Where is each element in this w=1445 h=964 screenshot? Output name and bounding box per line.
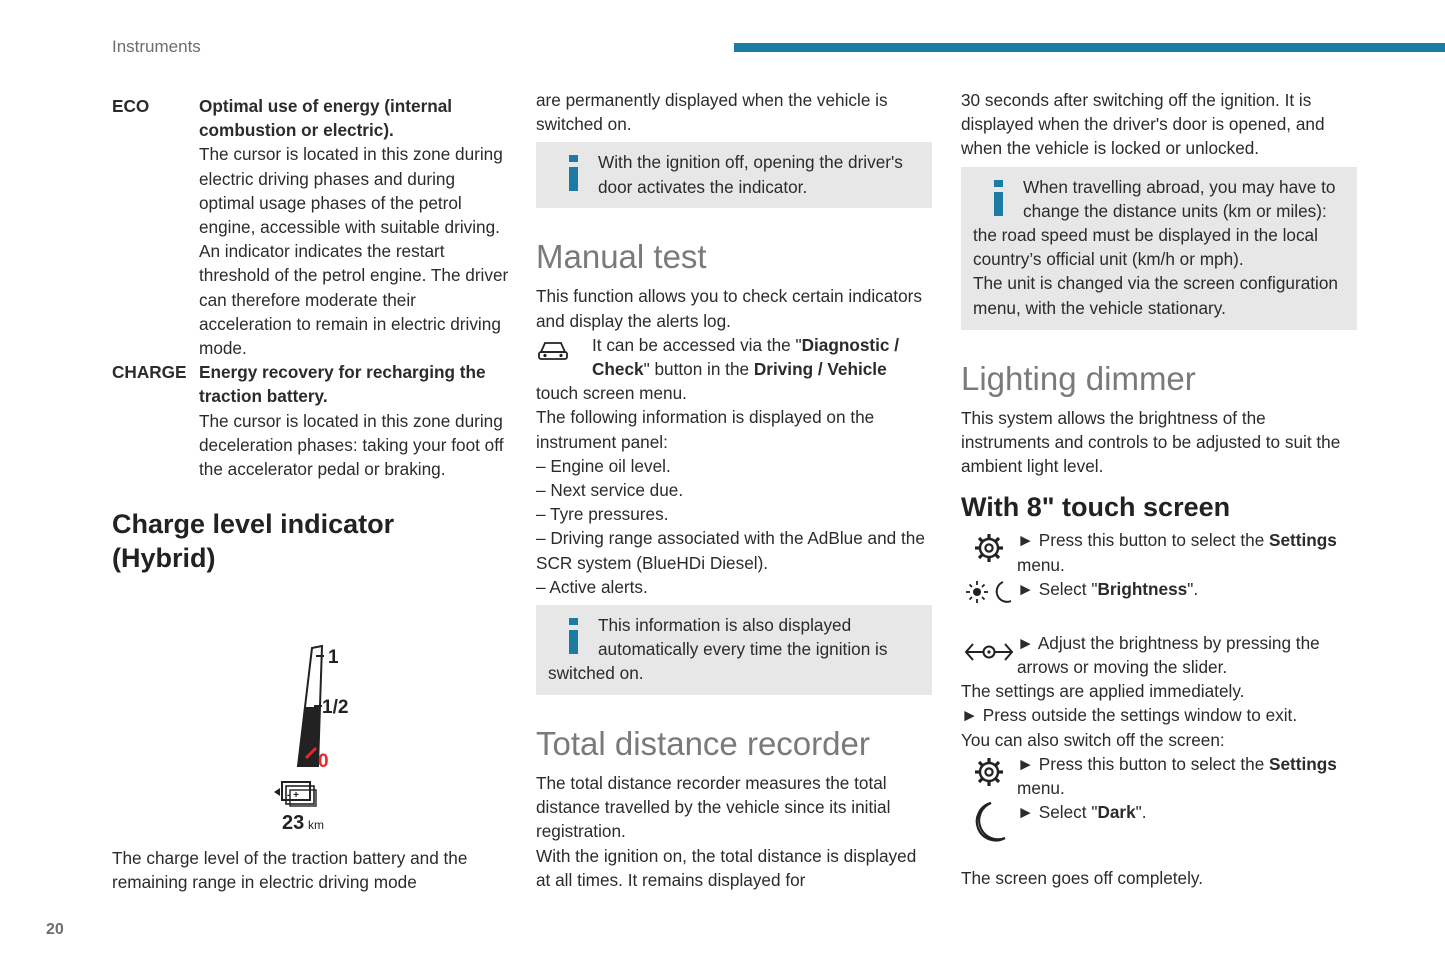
term-charge: CHARGE (112, 362, 187, 383)
step-dark (961, 800, 1357, 844)
access-text-3: touch screen menu. (536, 383, 687, 404)
step-settings-2 (961, 752, 1357, 800)
step1-text: ► Press this button to select the (1017, 530, 1270, 551)
range-unit: km (308, 818, 324, 832)
manual-test-intro: This function allows you to check certain indicators and display the alerts log. (536, 286, 922, 331)
gauge-caption: The charge level of the traction battery and the remaining range in electric driving mode (112, 848, 468, 893)
step4-suffix: menu. (1017, 778, 1065, 799)
column-1 (112, 94, 512, 575)
info-note-auto-display-text: This information is also displayed automatically every time the ignition is switched on. (548, 615, 888, 684)
switch-off-intro: You can also switch off the screen: (961, 729, 1225, 750)
step2-text: ► Select " (1017, 578, 1098, 599)
list-item: – Engine oil level. (536, 455, 671, 476)
lighting-dimmer-heading: Lighting dimmer (961, 359, 1196, 397)
moon-icon (969, 800, 1009, 844)
list-item: – Next service due. (536, 480, 684, 501)
step2-suffix: ". (1187, 578, 1199, 599)
step5-text: ► Select " (1017, 802, 1098, 823)
total-distance-p2: With the ignition on, the total distance is displayed at all times. It remains displayed for (536, 845, 917, 890)
info-note-units-line1: When travelling abroad, you may have to change the distance units (km or miles): the road speed must be displayed in the local country’s official unit (km/h or mph). (973, 176, 1336, 270)
page-number: 20 (46, 921, 64, 938)
step1-suffix: menu. (1017, 554, 1065, 575)
touch-screen-heading: With 8" touch screen (961, 492, 1231, 523)
slider-arrows-icon (964, 639, 1014, 665)
range-value: 23 (282, 812, 305, 834)
gauge-label-half: 1/2 (322, 697, 349, 718)
column-3 (961, 88, 1357, 890)
settings-label: Settings (1269, 530, 1337, 551)
lighting-dimmer-p1: This system allows the brightness of the instruments and controls to be adjusted to suit the ambient light level. (961, 407, 1341, 477)
charge-paragraph-1: The cursor is located in this zone during deceleration phases: taking your foot off the accelerator pedal or braking. (199, 410, 504, 480)
list-item: – Driving range associated with the AdBlue and the SCR system (BlueHDi Diesel). (536, 528, 925, 573)
info-note-ignition (536, 142, 932, 208)
total-distance-heading: Total distance recorder (536, 725, 870, 763)
diagnostic-access (536, 333, 932, 381)
section-color-bar (734, 43, 1445, 52)
info-note-auto-display (536, 605, 932, 695)
eco-paragraph-1: The cursor is located in this zone during electric driving phases and during optimal usage phases of the petrol engine, accessible with suitable driving. (199, 144, 503, 238)
eco-paragraph-2: An indicator indicates the restart threshold of the petrol engine. The driver can therefore moderate their acceleration to remain in electric driving mode. (199, 241, 509, 359)
car-diagnostic-icon (536, 337, 570, 365)
access-text-1: It can be accessed via the " (592, 334, 802, 355)
brightness-label: Brightness (1097, 578, 1188, 599)
diagnostic-access-text (592, 333, 932, 381)
svg-text:- +: - + (287, 790, 299, 801)
section-label: Instruments (112, 37, 201, 56)
press-outside-text: ► Press outside the settings window to exit. (961, 705, 1298, 726)
manual-test-list (536, 454, 932, 599)
charge-level-gauge (272, 640, 362, 840)
info-icon (558, 150, 588, 194)
gear-icon (973, 756, 1005, 788)
info-icon (983, 175, 1013, 219)
settings-applied-text: The settings are applied immediately. (961, 681, 1245, 702)
battery-icon (274, 782, 316, 806)
definition-eco (112, 94, 512, 360)
charge-title: Energy recovery for recharging the traction battery. (199, 362, 486, 407)
col2-intro: are permanently displayed when the vehicle is switched on. (536, 90, 888, 135)
list-item: – Active alerts. (536, 576, 648, 597)
step-adjust (961, 631, 1357, 679)
term-eco: ECO (112, 96, 150, 116)
step-settings (961, 528, 1357, 576)
step5-suffix: ". (1135, 802, 1147, 823)
info-note-units (961, 167, 1357, 330)
col3-intro: 30 seconds after switching off the ignition. It is displayed when the driver's door is opened, and when the vehicle is locked or unlocked. (961, 90, 1325, 159)
column-2 (536, 88, 932, 892)
manual-test-heading: Manual test (536, 238, 707, 276)
access-text-2: " button in the (643, 359, 754, 380)
step4-text: ► Press this button to select the (1017, 753, 1270, 774)
step-settings-2-text (1017, 752, 1357, 800)
definition-charge (112, 360, 512, 481)
step-brightness (961, 577, 1357, 607)
eco-title: Optimal use of energy (internal combustion or electric). (199, 96, 453, 141)
manual-test-list-intro: The following information is displayed on the instrument panel: (536, 407, 875, 452)
step-adjust-text: ► Adjust the brightness by pressing the arrows or moving the slider. (1017, 632, 1320, 678)
settings-label: Settings (1269, 753, 1337, 774)
dark-label: Dark (1097, 802, 1136, 823)
brightness-icon (965, 577, 1013, 607)
driving-vehicle-label: Driving / Vehicle (753, 359, 887, 380)
mode-definitions (112, 94, 512, 481)
total-distance-p1: The total distance recorder measures the total distance travelled by the vehicle since its initial registration. (536, 773, 891, 842)
step-dark-text (1017, 800, 1357, 824)
info-note-units-line2: The unit is changed via the screen configuration menu, with the vehicle stationary. (973, 273, 1338, 318)
list-item: – Tyre pressures. (536, 504, 669, 525)
info-icon (558, 613, 588, 657)
charge-level-heading: Charge level indicator (Hybrid) (112, 509, 395, 574)
screen-off-text: The screen goes off completely. (961, 868, 1204, 889)
step-settings-text (1017, 528, 1357, 576)
info-note-ignition-text: With the ignition off, opening the driver's door activates the indicator. (598, 152, 903, 197)
gauge-label-full: 1 (328, 647, 339, 668)
diagnostic-check-label: Diagnostic / Check (592, 334, 900, 380)
gear-icon (973, 532, 1005, 564)
gauge-label-zero: 0 (318, 751, 329, 772)
step-brightness-text (1017, 577, 1357, 601)
charge-gauge-illustration (272, 640, 362, 840)
